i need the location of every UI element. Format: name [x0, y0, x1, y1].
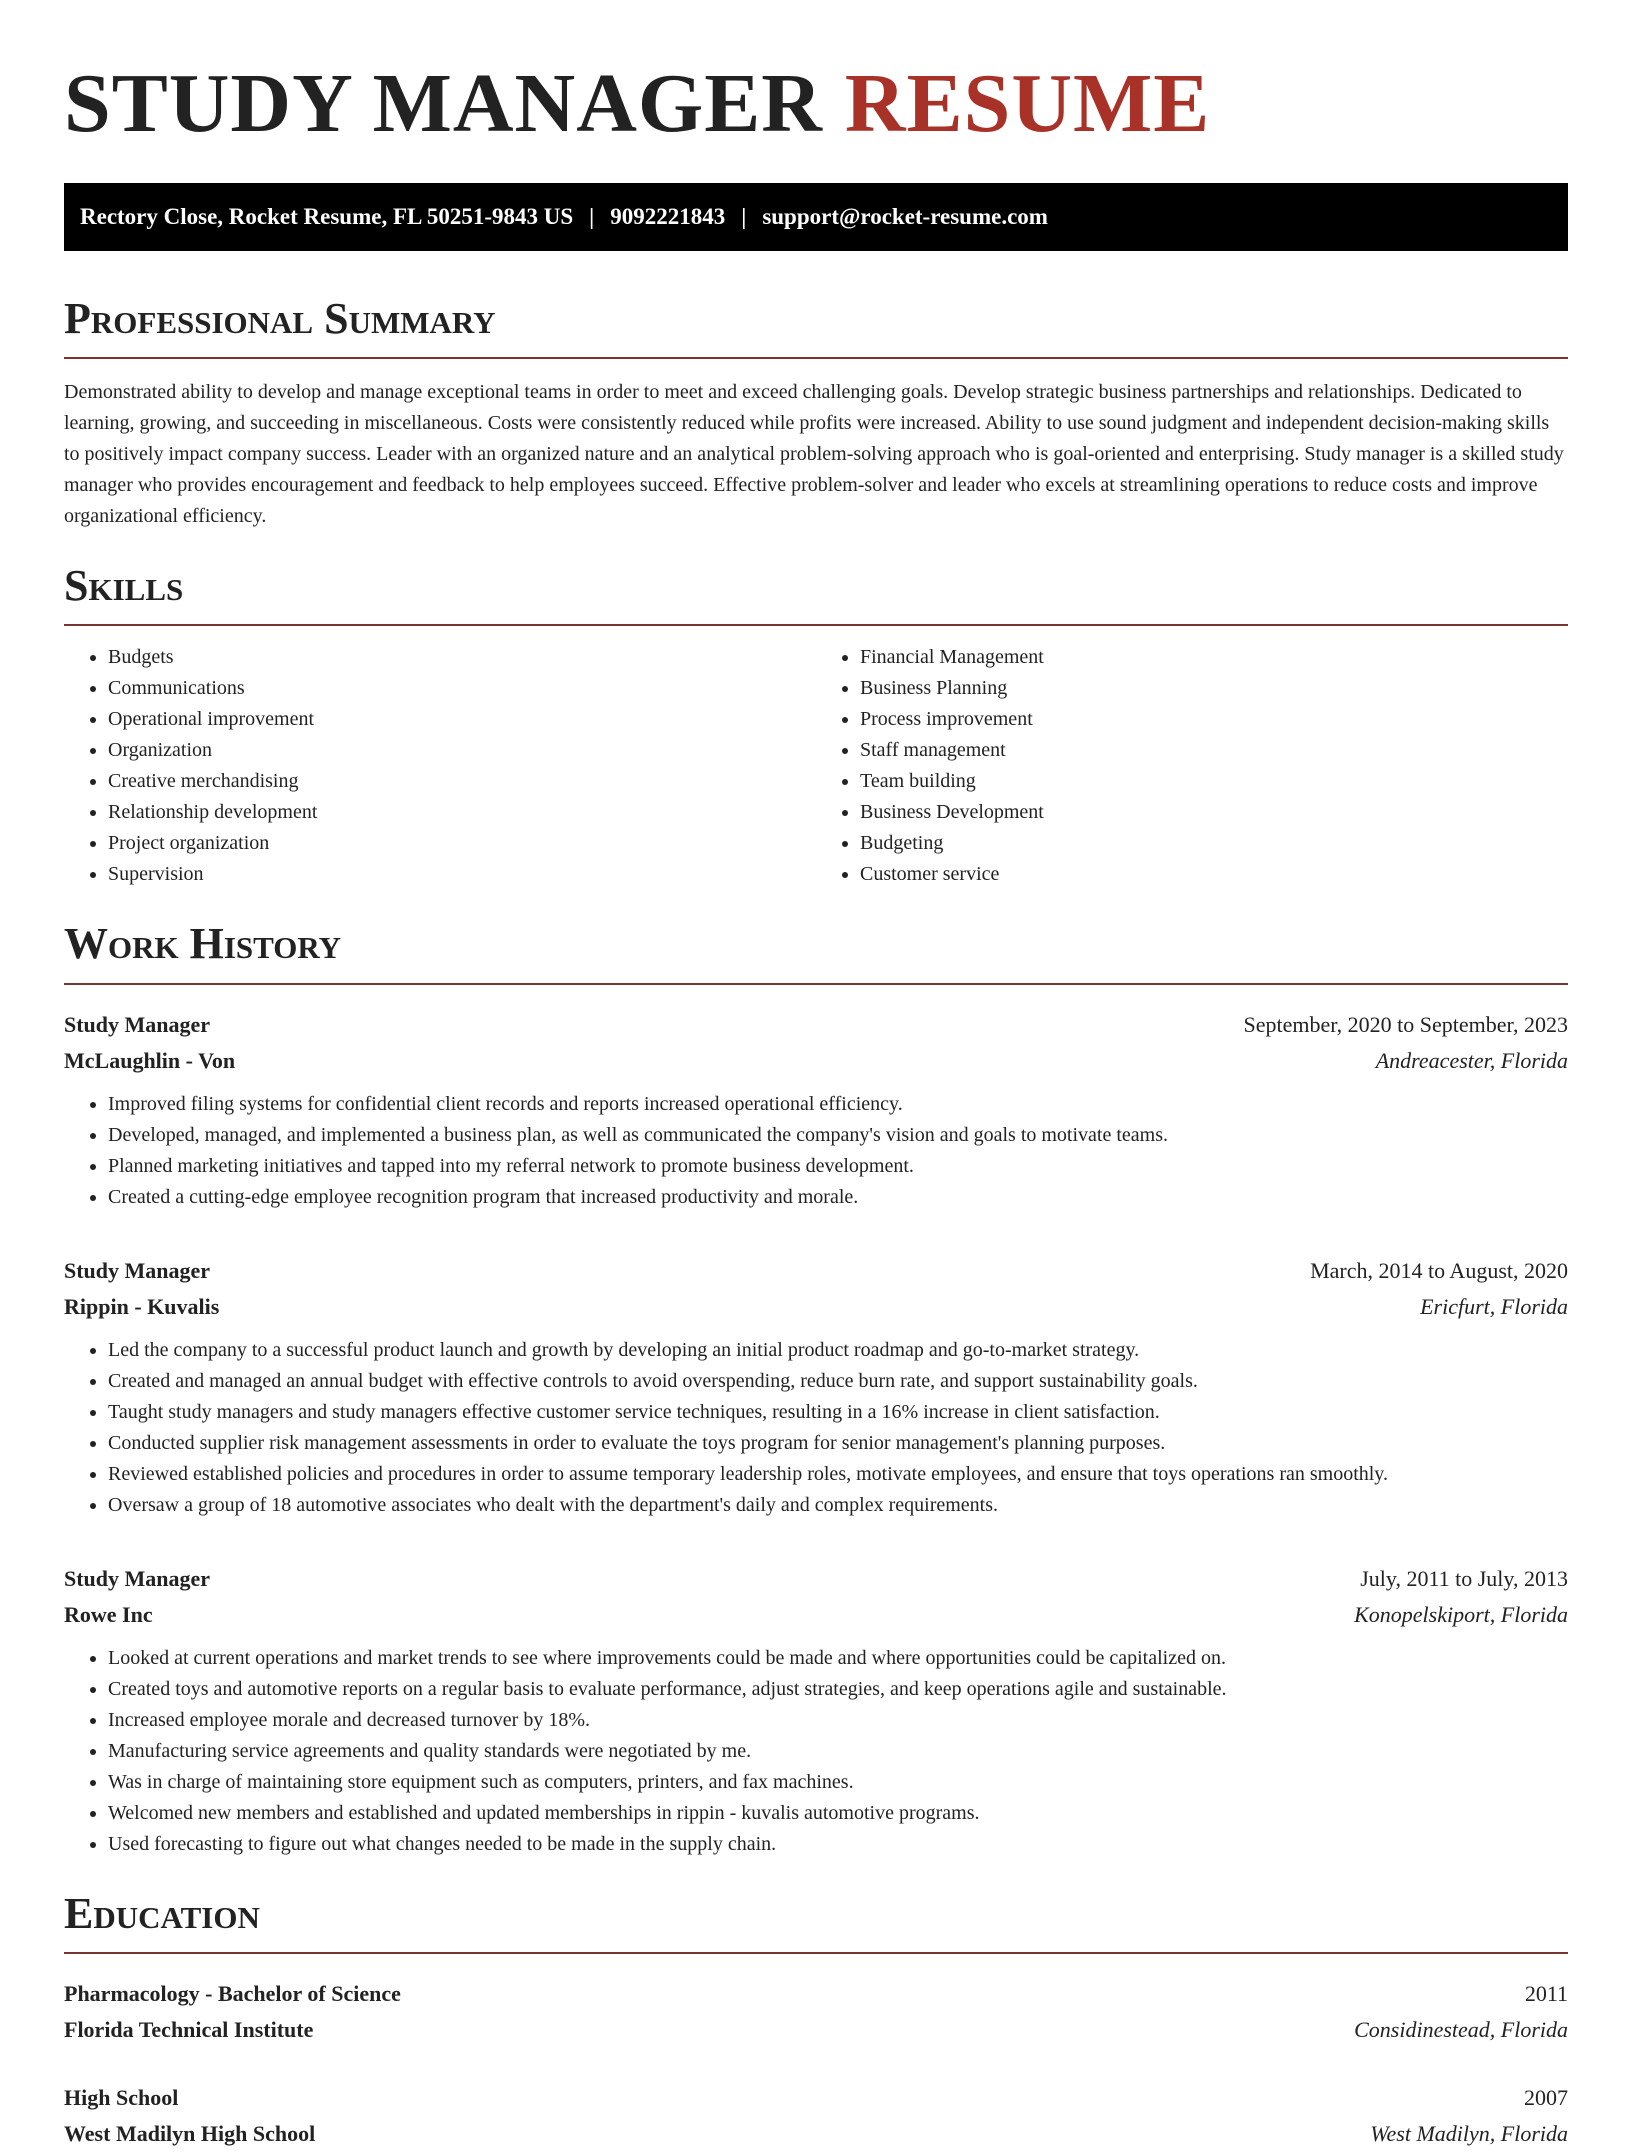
skill-item: • Budgeting [860, 828, 1568, 859]
skill-item: • Staff management [860, 735, 1568, 766]
job-bullet: • Improved filing systems for confidential client records and reports increased operational efficiency. [108, 1089, 1568, 1120]
job-bullets [64, 1335, 1568, 1521]
skill-item: • Creative merchandising [108, 766, 816, 797]
education-heading: Education [64, 1888, 260, 1938]
job-location: Konopelskiport, Florida [1354, 1601, 1568, 1627]
education-entry [64, 1976, 1568, 2048]
skill-item: • Budgets [108, 642, 816, 673]
job-company: Rippin - Kuvalis [64, 1293, 220, 1319]
skill-item: • Customer service [860, 859, 1568, 890]
education-location: West Madilyn, Florida [1370, 2121, 1568, 2147]
skills-list-right [816, 642, 1568, 890]
job-company: McLaughlin - Von [64, 1047, 236, 1073]
section-divider [64, 1952, 1568, 1954]
education-degree: High School [64, 2085, 179, 2111]
education-location: Considinestead, Florida [1354, 2017, 1568, 2043]
resume-title [64, 56, 1568, 153]
job-title: Study Manager [64, 1565, 211, 1591]
summary-heading: Professional Summary [64, 293, 496, 343]
contact-email: support@rocket-resume.com [762, 203, 1048, 229]
skill-item: • Business Development [860, 797, 1568, 828]
title-accent: RESUME [844, 57, 1211, 150]
job-bullet: • Created toys and automotive reports on a regular basis to evaluate performance, adjust strategies, and keep operations agile and sustainable. [108, 1674, 1568, 1705]
education-school: West Madilyn High School [64, 2121, 316, 2147]
skill-item: • Project organization [108, 828, 816, 859]
job-entry [64, 1561, 1568, 1860]
contact-address: Rectory Close, Rocket Resume, FL 50251-9843 US [80, 203, 574, 229]
job-company: Rowe Inc [64, 1601, 153, 1627]
skill-item: • Communications [108, 673, 816, 704]
section-divider [64, 983, 1568, 985]
job-title: Study Manager [64, 1011, 211, 1037]
job-title: Study Manager [64, 1257, 211, 1283]
skills-heading: Skills [64, 560, 184, 610]
job-bullet: • Welcomed new members and established and updated memberships in rippin - kuvalis automotive programs. [108, 1798, 1568, 1829]
job-entry [64, 1253, 1568, 1521]
job-location: Andreacester, Florida [1375, 1047, 1568, 1073]
job-bullet: • Created and managed an annual budget with effective controls to avoid overspending, reduce burn rate, and support sustainability goals. [108, 1366, 1568, 1397]
skill-item: • Process improvement [860, 704, 1568, 735]
job-bullets [64, 1089, 1568, 1213]
job-bullet: • Taught study managers and study managers effective customer service techniques, resulting in a 16% increase in client satisfaction. [108, 1397, 1568, 1428]
education-year: 2007 [1524, 2085, 1568, 2111]
skill-item: • Team building [860, 766, 1568, 797]
summary-text: Demonstrated ability to develop and manage exceptional teams in order to meet and exceed challenging goals. Develop strategic business partnerships and relationships. Dedicated to learning, growing, and succeeding in miscellaneous. Costs were consistently reduced while profits were increased. Ability to use sound judgment and independent decision-making skills to positively impact company success. Leader with an organized nature and an analytical problem-solving approach who is goal-oriented and enterprising. Study manager is a skilled study manager who provides encouragement and feedback to help employees succeed. Effective problem-solver and leader who excels at streamlining operations to reduce costs and improve organizational efficiency. [64, 380, 1564, 527]
skill-item: • Organization [108, 735, 816, 766]
education-entry [64, 2080, 1568, 2152]
job-dates: July, 2011 to July, 2013 [1360, 1565, 1568, 1591]
skill-item: • Relationship development [108, 797, 816, 828]
contact-bar [64, 183, 1568, 251]
job-bullet: • Created a cutting-edge employee recognition program that increased productivity and morale. [108, 1182, 1568, 1213]
job-bullet: • Was in charge of maintaining store equipment such as computers, printers, and fax machines. [108, 1767, 1568, 1798]
skill-item: • Business Planning [860, 673, 1568, 704]
work-heading: Work History [64, 919, 342, 969]
job-bullet: • Reviewed established policies and procedures in order to assume temporary leadership roles, motivate employees, and ensure that toys operations ran smoothly. [108, 1459, 1568, 1490]
job-bullet: • Planned marketing initiatives and tapped into my referral network to promote business development. [108, 1151, 1568, 1182]
skill-item: • Financial Management [860, 642, 1568, 673]
job-bullet: • Looked at current operations and market trends to see where improvements could be made and where opportunities could be capitalized on. [108, 1643, 1568, 1674]
job-location: Ericfurt, Florida [1420, 1293, 1568, 1319]
job-bullet: • Increased employee morale and decreased turnover by 18%. [108, 1705, 1568, 1736]
job-bullet: • Conducted supplier risk management assessments in order to evaluate the toys program for senior management's planning purposes. [108, 1428, 1568, 1459]
section-divider [64, 357, 1568, 359]
skill-item: • Operational improvement [108, 704, 816, 735]
education-year: 2011 [1524, 1981, 1568, 2007]
job-entry [64, 1007, 1568, 1213]
job-bullets [64, 1643, 1568, 1860]
contact-separator: | [741, 203, 747, 229]
skills-list-left [64, 642, 816, 890]
job-dates: September, 2020 to September, 2023 [1243, 1011, 1568, 1037]
job-bullet: • Used forecasting to figure out what changes needed to be made in the supply chain. [108, 1829, 1568, 1860]
title-main: STUDY MANAGER [64, 57, 823, 150]
job-dates: March, 2014 to August, 2020 [1310, 1257, 1568, 1283]
education-school: Florida Technical Institute [64, 2017, 314, 2043]
skill-item: • Supervision [108, 859, 816, 890]
skills-columns [64, 642, 1568, 890]
contact-separator: | [589, 203, 595, 229]
job-bullet: • Led the company to a successful product launch and growth by developing an initial product roadmap and go-to-market strategy. [108, 1335, 1568, 1366]
job-bullet: • Oversaw a group of 18 automotive associates who dealt with the department's daily and complex requirements. [108, 1490, 1568, 1521]
section-divider [64, 624, 1568, 626]
contact-phone: 9092221843 [610, 203, 726, 229]
job-bullet: • Developed, managed, and implemented a business plan, as well as communicated the company's vision and goals to motivate teams. [108, 1120, 1568, 1151]
education-degree: Pharmacology - Bachelor of Science [64, 1981, 401, 2007]
job-bullet: • Manufacturing service agreements and quality standards were negotiated by me. [108, 1736, 1568, 1767]
